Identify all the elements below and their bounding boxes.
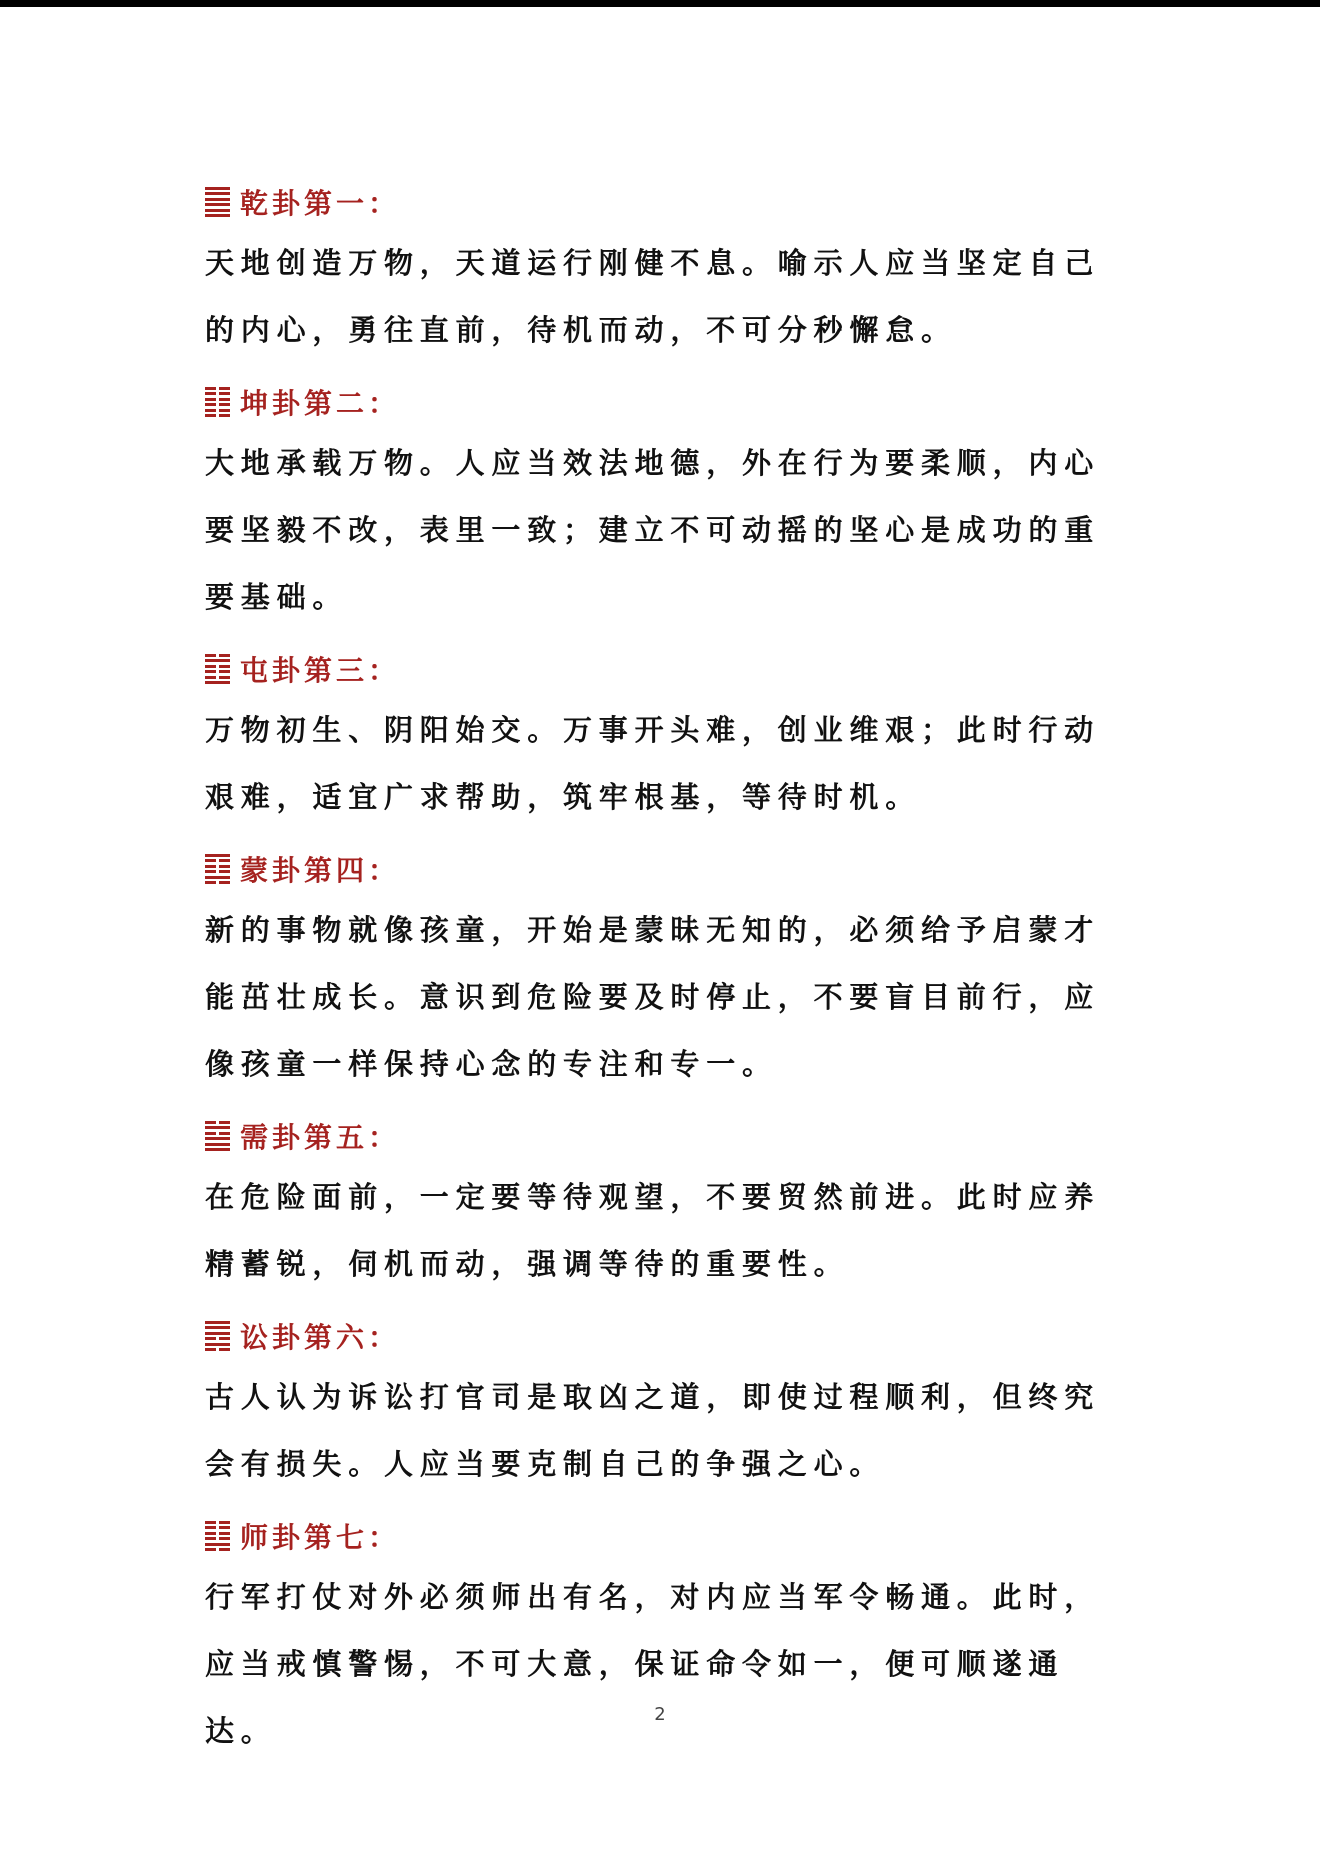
- yin-line: [205, 1532, 230, 1535]
- section-title-text: 乾卦第一：: [240, 187, 401, 220]
- section-title-text: 需卦第五：: [240, 1121, 401, 1154]
- yin-line: [205, 865, 230, 868]
- yin-line: [205, 1526, 230, 1529]
- yang-line: [205, 1137, 230, 1140]
- yin-line: [205, 403, 230, 406]
- yang-line: [205, 854, 230, 857]
- yin-line: [205, 392, 230, 395]
- yin-line: [205, 676, 230, 679]
- yang-line: [205, 198, 230, 201]
- yang-line: [205, 1326, 230, 1329]
- yin-line: [205, 870, 230, 873]
- yin-line: [205, 1521, 230, 1524]
- yin-line: [205, 1121, 230, 1124]
- yang-line: [205, 209, 230, 212]
- section-title-text: 讼卦第六：: [240, 1321, 401, 1354]
- yang-line: [205, 876, 230, 879]
- yang-line: [205, 1148, 230, 1151]
- hexagram-xu-icon: [205, 1121, 230, 1151]
- section-title-meng: [205, 841, 1125, 897]
- yin-line: [205, 1348, 230, 1351]
- section-title-shi: [205, 1508, 1125, 1564]
- yang-line: [205, 1343, 230, 1346]
- page-number: 2: [654, 1704, 666, 1725]
- section-title-text: 师卦第七：: [240, 1521, 401, 1554]
- yin-line: [205, 387, 230, 390]
- yang-line: [205, 187, 230, 190]
- yin-line: [205, 670, 230, 673]
- yin-line: [205, 414, 230, 417]
- section-title-qian: [205, 174, 1125, 230]
- yang-line: [205, 192, 230, 195]
- section-paragraph-qian: 天地创造万物，天道运行刚健不息。喻示人应当坚定自己的内心，勇往直前，待机而动，不可分秒懈怠。: [205, 246, 1101, 347]
- yin-line: [205, 1337, 230, 1340]
- yin-line: [205, 398, 230, 401]
- yin-line: [205, 654, 230, 657]
- section-title-xu: [205, 1108, 1125, 1164]
- hexagram-meng-icon: [205, 854, 230, 884]
- section-paragraph-zhun: 万物初生、阴阳始交。万事开头难，创业维艰；此时行动艰难，适宜广求帮助，筑牢根基，等待时机。: [205, 713, 1101, 814]
- yang-line: [205, 1543, 230, 1546]
- section-title-song: [205, 1308, 1125, 1364]
- section-title-text: 蒙卦第四：: [240, 854, 401, 887]
- section-paragraph-shi: 行军打仗对外必须师出有名，对内应当军令畅通。此时，应当戒慎警惕，不可大意，保证命令如一，便可顺遂通达。: [205, 1580, 1101, 1748]
- yang-line: [205, 203, 230, 206]
- yin-line: [205, 665, 230, 668]
- yang-line: [205, 1321, 230, 1324]
- yin-line: [205, 881, 230, 884]
- yin-line: [205, 859, 230, 862]
- hexagram-kun-icon: [205, 387, 230, 417]
- yang-line: [205, 659, 230, 662]
- hexagram-shi-icon: [205, 1521, 230, 1551]
- yang-line: [205, 1126, 230, 1129]
- section-title-kun: [205, 374, 1125, 430]
- hexagram-zhun-icon: [205, 654, 230, 684]
- section-paragraph-xu: 在危险面前，一定要等待观望，不要贸然前进。此时应养精蓄锐，伺机而动，强调等待的重要性。: [205, 1180, 1101, 1281]
- section-paragraph-song: 古人认为诉讼打官司是取凶之道，即使过程顺利，但终究会有损失。人应当要克制自己的争强之心。: [205, 1380, 1101, 1481]
- section-paragraph-kun: 大地承载万物。人应当效法地德，外在行为要柔顺，内心要坚毅不改，表里一致；建立不可动摇的坚心是成功的重要基础。: [205, 446, 1101, 614]
- section-title-zhun: [205, 641, 1125, 697]
- section-paragraph-meng: 新的事物就像孩童，开始是蒙昧无知的，必须给予启蒙才能茁壮成长。意识到危险要及时停止，不要盲目前行，应像孩童一样保持心念的专注和专一。: [205, 913, 1101, 1081]
- yang-line: [205, 214, 230, 217]
- section-title-text: 坤卦第二：: [240, 387, 401, 420]
- yin-line: [205, 1132, 230, 1135]
- yang-line: [205, 1332, 230, 1335]
- yin-line: [205, 1537, 230, 1540]
- yang-line: [205, 681, 230, 684]
- yin-line: [205, 409, 230, 412]
- hexagram-qian-icon: [205, 187, 230, 217]
- top-edge-bar: [0, 0, 1320, 7]
- hexagram-song-icon: [205, 1321, 230, 1351]
- yang-line: [205, 1143, 230, 1146]
- document-body: [205, 174, 1125, 1765]
- section-title-text: 屯卦第三：: [240, 654, 401, 687]
- yin-line: [205, 1548, 230, 1551]
